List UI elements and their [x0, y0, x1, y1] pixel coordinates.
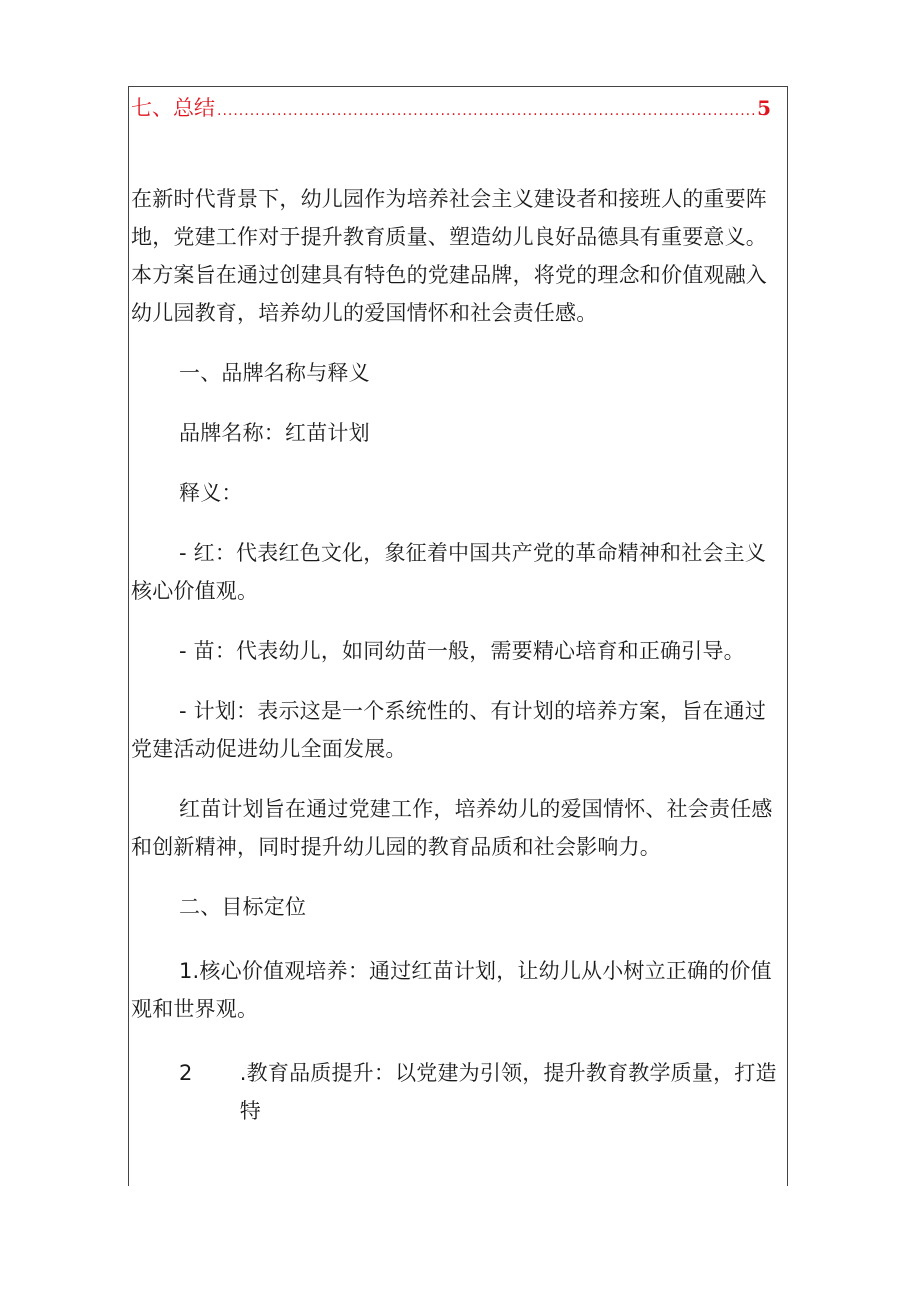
- meaning-item-plan: - 计划：表示这是一个系统性的、有计划的培养方案，旨在通过党建活动促进幼儿全面发展。: [131, 699, 767, 761]
- goal-item-2-text: .教育品质提升：以党建为引领，提升教育教学质量，打造特: [239, 1061, 777, 1123]
- goal-item-2: [131, 1054, 787, 1130]
- goal-item-2-number: 2: [179, 1061, 193, 1085]
- toc-entry-page: 5: [757, 96, 771, 120]
- goal-item-1: 1.核心价值观培养：通过红苗计划，让幼儿从小树立正确的价值观和世界观。: [131, 959, 772, 1021]
- section-heading-goals: 二、目标定位: [179, 895, 307, 919]
- meaning-item-red: - 红：代表红色文化，象征着中国共产党的革命精神和社会主义核心价值观。: [131, 541, 767, 603]
- toc-entry[interactable]: [131, 92, 771, 126]
- meaning-label: 释义：: [179, 481, 243, 505]
- meaning-item-seedling: - 苗：代表幼儿，如同幼苗一般，需要精心培育和正确引导。: [179, 639, 745, 663]
- toc-leader-dots: [217, 103, 755, 119]
- summary-paragraph: 红苗计划旨在通过党建工作，培养幼儿的爱国情怀、社会责任感和创新精神，同时提升幼儿园的教育品质和社会影响力。: [131, 797, 773, 859]
- document-body: [131, 180, 787, 1130]
- brand-name: 品牌名称：红苗计划: [179, 421, 370, 445]
- intro-paragraph: 在新时代背景下，幼儿园作为培养社会主义建设者和接班人的重要阵地，党建工作对于提升教育质量、塑造幼儿良好品德具有重要意义。本方案旨在通过创建具有特色的党建品牌，将党的理念和价值观融入幼儿园教育，培养幼儿的爱国情怀和社会责任感。: [131, 187, 767, 325]
- section-heading-brand: 一、品牌名称与释义: [179, 361, 370, 385]
- toc-entry-title: 七、总结: [131, 96, 215, 120]
